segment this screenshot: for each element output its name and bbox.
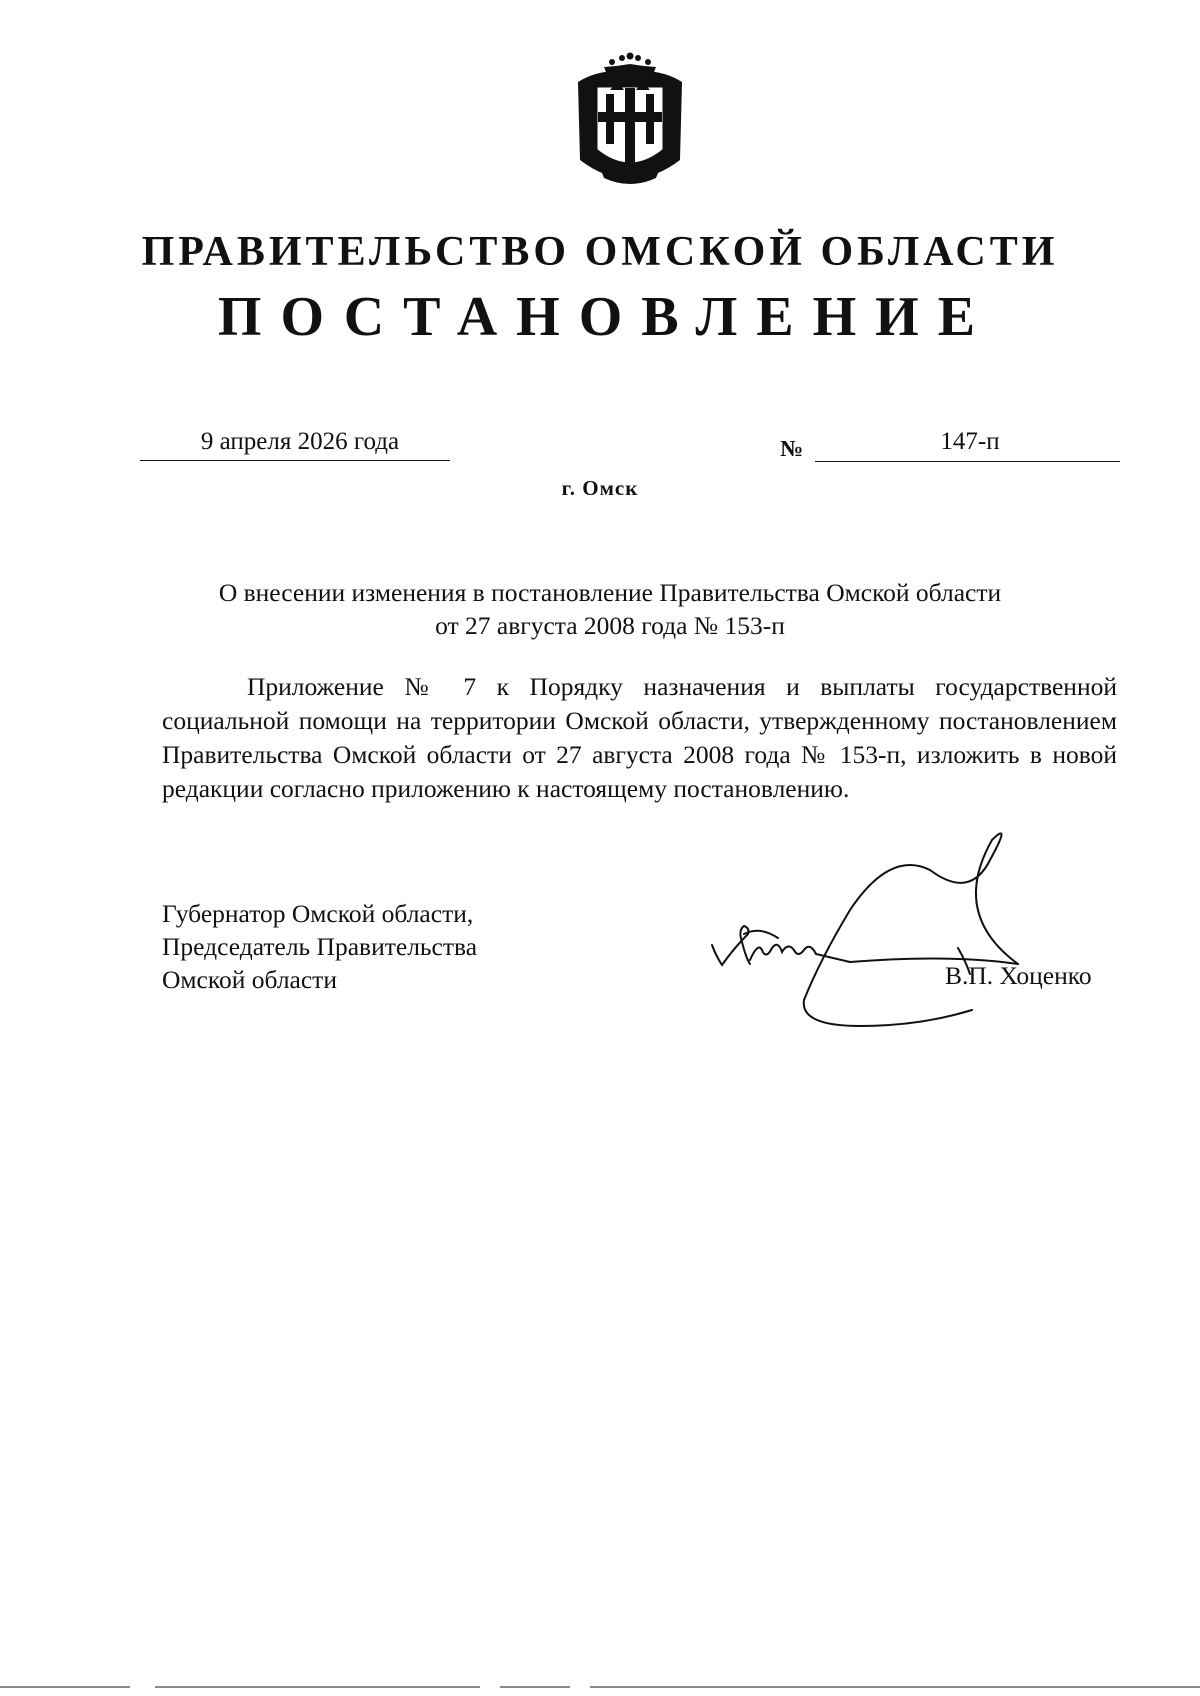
position-line-3: Омской области: [162, 965, 337, 994]
document-number: 147-п: [940, 428, 1000, 455]
subject-line-1: О внесении изменения в постановление Правительства Омской области: [218, 578, 1002, 607]
number-underline: [815, 461, 1120, 462]
handwritten-signature-icon: [700, 830, 1100, 1030]
signatory-name: В.П. Хоценко: [945, 961, 1092, 990]
page-bottom-rule: [0, 1686, 1200, 1688]
subject-line-2: от 27 августа 2008 года № 153-п: [435, 611, 785, 640]
signatory-position: [162, 897, 477, 996]
number-sign: №: [780, 436, 804, 461]
coat-of-arms-icon: [570, 50, 688, 188]
date-underline: [140, 460, 450, 461]
position-line-2: Председатель Правительства: [162, 932, 478, 961]
position-line-1: Губернатор Омской области,: [162, 899, 474, 928]
document-date: 9 апреля 2026 года: [200, 428, 400, 455]
document-subject: [150, 576, 1070, 642]
document-type-title: ПОСТАНОВЛЕНИЕ: [217, 286, 995, 348]
body-paragraph: Приложение № 7 к Порядку назначения и выплаты государственной социальной помощи на территории Омской области, утвержденному постановлением Правительства Омской области от 27 августа 2008 года № 153-п, изложить в новой редакции согласно приложению к настоящему постановлению.: [162, 672, 1117, 803]
issuing-authority: ПРАВИТЕЛЬСТВО ОМСКОЙ ОБЛАСТИ: [141, 229, 1059, 275]
city: г. Омск: [561, 476, 639, 500]
